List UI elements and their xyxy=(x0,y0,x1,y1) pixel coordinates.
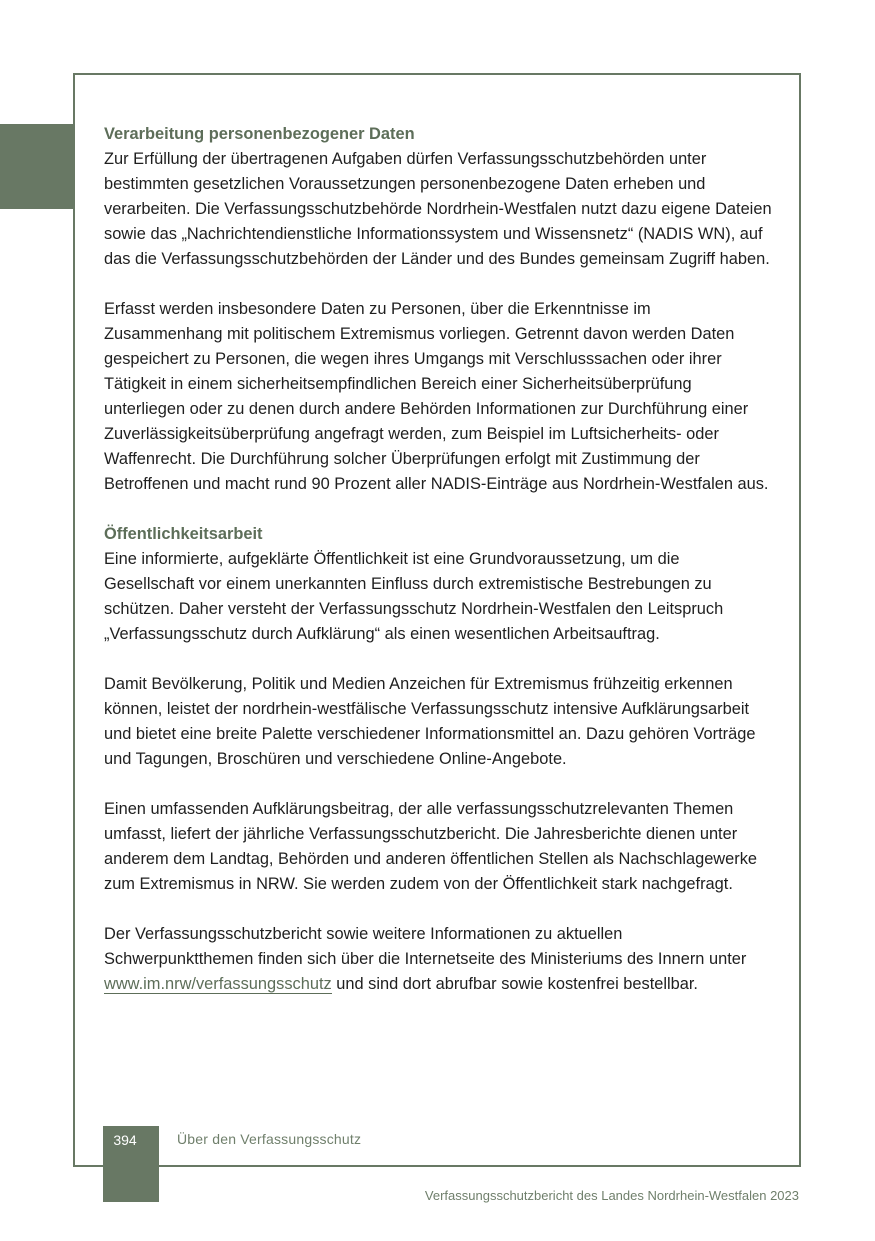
paragraph: Erfasst werden insbesondere Daten zu Personen, über die Erkenntnisse im Zusammenhang mit politischem Extremismus vorliegen. Getrennt davon werden Daten gespeichert zu Personen, die wegen ihres Umgangs mit Verschlusssachen oder ihrer Tätigkeit in einem sicherheitsempfindlichen Bereich einer Sicherheitsüberprüfung unterliegen oder zu denen durch andere Behörden Informationen zur Durchführung einer Zuverlässigkeitsüberprüfung angefragt werden, zum Beispiel im Luftsicherheits- oder Waffenrecht. Die Durchführung solcher Überprüfungen erfolgt mit Zustimmung der Betroffenen und macht rund 90 Prozent aller NADIS-Einträge aus Nordrhein-Westfalen aus. xyxy=(104,300,769,493)
running-section-title: Über den Verfassungsschutz xyxy=(177,1131,362,1147)
paragraph: Eine informierte, aufgeklärte Öffentlichkeit ist eine Grundvoraussetzung, um die Gesellschaft vor einem unerkannten Einfluss durch extremistische Bestrebungen zu schützen. Daher versteht der Verfassungsschutz Nordrhein-Westfalen den Leitspruch „Verfassungsschutz durch Aufklärung“ als einen wesentlichen Arbeitsauftrag. xyxy=(104,550,724,643)
main-content xyxy=(104,122,772,1022)
website-link[interactable]: www.im.nrw/verfassungsschutz xyxy=(104,975,332,993)
footer-text: Verfassungsschutzbericht des Landes Nordrhein-Westfalen 2023 xyxy=(424,1188,799,1203)
side-tab-marker xyxy=(0,124,75,209)
heading-personal-data: Verarbeitung personenbezogener Daten xyxy=(104,125,415,143)
paragraph: Einen umfassenden Aufklärungsbeitrag, der alle verfassungsschutzrelevanten Themen umfasst, liefert der jährliche Verfassungsschutzbericht. Die Jahresberichte dienen unter anderem dem Landtag, Behörden und anderen öffentlichen Stellen als Nachschlagewerke zum Extremismus in NRW. Sie werden zudem von der Öffentlichkeit stark nachgefragt. xyxy=(104,800,758,893)
page-number: 394 xyxy=(113,1132,137,1148)
paragraph-with-link xyxy=(104,922,772,997)
paragraph-text: Der Verfassungsschutzbericht sowie weitere Informationen zu aktuellen Schwerpunktthemen finden sich über die Internetseite des Ministeriums des Innern unter xyxy=(104,925,747,968)
paragraph-text: und sind dort abrufbar sowie kostenfrei bestellbar. xyxy=(331,975,698,993)
paragraph: Damit Bevölkerung, Politik und Medien Anzeichen für Extremismus frühzeitig erkennen können, leistet der nordrhein-westfälische Verfassungsschutz intensive Aufklärungsarbeit und bietet eine breite Palette verschiedener Informationsmittel an. Dazu gehören Vorträge und Tagungen, Broschüren und verschiedene Online-Angebote. xyxy=(104,675,756,768)
page-number-box xyxy=(103,1126,159,1202)
paragraph: Zur Erfüllung der übertragenen Aufgaben dürfen Verfassungsschutzbehörden unter bestimmten gesetzlichen Voraussetzungen personenbezogene Daten erheben und verarbeiten. Die Verfassungsschutzbehörde Nordrhein-Westfalen nutzt dazu eigene Dateien sowie das „Nachrichtendienstliche Informationssystem und Wissensnetz“ (NADIS WN), auf das die Verfassungsschutzbehörden der Länder und des Bundes gemeinsam Zugriff haben. xyxy=(104,150,772,268)
heading-public-relations: Öffentlichkeitsarbeit xyxy=(104,525,263,543)
